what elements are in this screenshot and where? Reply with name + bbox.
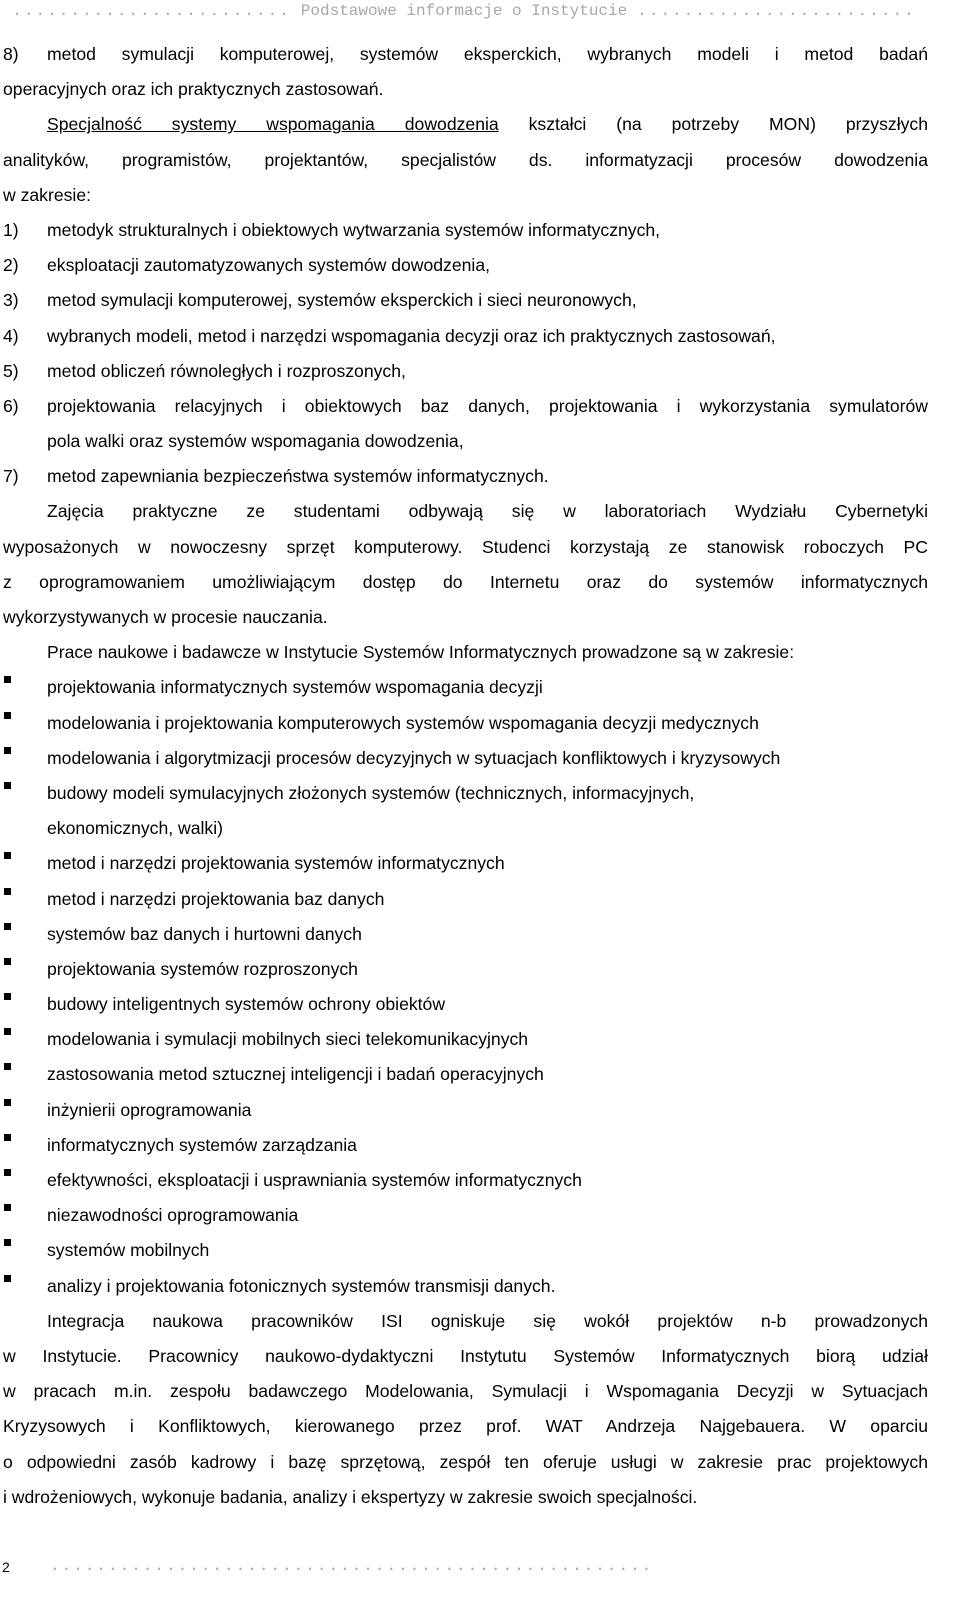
specialty-line: analityków, programistów, projektantów, specjalistów ds. informatyzacji procesów dowodzenia: [3, 149, 928, 170]
header-dots-right: ........................: [637, 2, 916, 20]
research-intro: Prace naukowe i badawcze w Instytucie Systemów Informatycznych prowadzone są w zakresie:: [47, 642, 795, 663]
list-item-text: metod obliczeń równoległych i rozproszonych,: [47, 360, 406, 381]
numbered-list-item: [3, 283, 928, 318]
labs-line: Zajęcia praktyczne ze studentami odbywają się w laboratoriach Wydziału Cybernetyki: [47, 501, 928, 522]
intro-item-line: 8) metod symulacji komputerowej, systemów eksperckich, wybranych modeli i metod badań: [3, 37, 928, 72]
specialty-line: w zakresie:: [3, 184, 91, 205]
list-item-text: analizy i projektowania fotonicznych systemów transmisji danych.: [47, 1275, 556, 1296]
square-bullet-icon: [3, 754, 47, 764]
research-list-item: [3, 917, 928, 952]
list-item-text: metodyk strukturalnych i obiektowych wytwarzania systemów informatycznych,: [47, 219, 661, 240]
list-item-text: systemów baz danych i hurtowni danych: [47, 923, 362, 944]
list-number: 1): [3, 219, 19, 240]
list-item-text: metod zapewniania bezpieczeństwa systemów informatycznych.: [47, 466, 549, 487]
list-item-text: niezawodności oprogramowania: [47, 1205, 299, 1226]
square-bullet-icon: [3, 683, 47, 693]
list-item-text: efektywności, eksploatacji i usprawniania systemów informatycznych: [47, 1170, 582, 1190]
list-number: 5): [3, 360, 19, 381]
list-item-text: budowy modeli symulacyjnych złożonych systemów (technicznych, informacyjnych,: [47, 782, 695, 803]
numbered-list-item: [3, 248, 928, 283]
research-list-item: [3, 882, 928, 917]
research-list-item: [3, 952, 928, 987]
square-bullet-icon: [3, 965, 47, 975]
list-number: 8): [3, 44, 19, 64]
square-bullet-icon: [3, 1000, 47, 1010]
numbered-list: [3, 213, 928, 495]
square-bullet-icon: [3, 859, 47, 869]
integration-line: i wdrożeniowych, wykonuje badania, analizy i ekspertyzy w zakresie swoich specjalności.: [3, 1486, 698, 1507]
research-list: [3, 670, 928, 1303]
specialty-name: Specjalność systemy wspomagania dowodzenia: [47, 114, 499, 135]
square-bullet-icon: [3, 1211, 47, 1221]
research-list-item: [3, 846, 928, 881]
integration-line: w pracach m.in. zespołu badawczego Modelowania, Symulacji i Wspomagania Decyzji w Sytuacjach: [3, 1381, 928, 1402]
square-bullet-icon: [3, 930, 47, 940]
list-item-continuation: ekonomicznych, walki): [47, 818, 223, 839]
research-list-item: [3, 1198, 928, 1233]
page-header: [0, 0, 928, 22]
list-item-text: metod i narzędzi projektowania baz danych: [47, 888, 385, 909]
research-list-item: [3, 1022, 928, 1057]
footer-dots: ....................................................: [50, 1557, 654, 1575]
list-number: 2): [3, 255, 19, 276]
list-item-text: budowy inteligentnych systemów ochrony obiektów: [47, 994, 446, 1015]
square-bullet-icon: [3, 1070, 47, 1080]
research-list-item: [3, 1093, 928, 1128]
list-item-text: inżynierii oprogramowania: [47, 1099, 252, 1120]
list-number: 6): [3, 395, 19, 416]
square-bullet-icon: [3, 1035, 47, 1045]
square-bullet-icon: [3, 1106, 47, 1116]
integration-line: w Instytucie. Pracownicy naukowo-dydaktyczni Instytutu Systemów Informatycznych biorą udział: [3, 1345, 928, 1366]
specialty-line: Specjalność systemy wspomagania dowodzenia kształci (na potrzeby MON) przyszłych: [47, 114, 928, 135]
list-item-text: systemów mobilnych: [47, 1240, 210, 1261]
list-item-text: modelowania i projektowania komputerowych systemów wspomagania decyzji medycznych: [47, 712, 759, 733]
page-number: 2: [2, 1559, 10, 1575]
square-bullet-icon: [3, 1282, 47, 1292]
list-item-text: metod i narzędzi projektowania systemów informatycznych: [47, 853, 505, 874]
page-footer: [0, 1545, 928, 1575]
header-title: Podstawowe informacje o Instytucie: [300, 2, 628, 20]
research-list-item: [3, 1057, 928, 1092]
research-list-item: [3, 987, 928, 1022]
labs-line: wyposażonych w nowoczesny sprzęt komputerowy. Studenci korzystają ze stanowisk roboczych PC: [3, 536, 928, 557]
numbered-list-item: [3, 319, 928, 354]
list-item-continuation: pola walki oraz systemów wspomagania dowodzenia,: [47, 431, 464, 452]
numbered-list-item: [3, 213, 928, 248]
list-item-text: metod symulacji komputerowej, systemów eksperckich i sieci neuronowych,: [47, 290, 637, 311]
square-bullet-icon: [3, 895, 47, 905]
list-item-text: eksploatacji zautomatyzowanych systemów dowodzenia,: [47, 255, 490, 276]
numbered-list-item: [3, 389, 928, 424]
list-item-text: modelowania i symulacji mobilnych sieci telekomunikacyjnych: [47, 1029, 529, 1050]
list-item-text: projektowania informatycznych systemów wspomagania decyzji: [47, 677, 543, 698]
research-list-item: [3, 670, 928, 705]
integration-line: o odpowiedni zasób kadrowy i bazę sprzętową, zespół ten oferuje usługi w zakresie prac projektowych: [3, 1451, 928, 1472]
list-item-text: wybranych modeli, metod i narzędzi wspomagania decyzji oraz ich praktycznych zastosowań,: [47, 325, 776, 346]
research-list-item: [3, 1163, 928, 1198]
list-item-text: modelowania i algorytmizacji procesów decyzyjnych w sytuacjach konfliktowych i kryzysowych: [47, 747, 781, 768]
intro-item-line: operacyjnych oraz ich praktycznych zastosowań.: [3, 79, 384, 100]
square-bullet-icon: [3, 1141, 47, 1151]
research-list-item: [3, 1269, 928, 1304]
integration-line: Integracja naukowa pracowników ISI ogniskuje się wokół projektów n-b prowadzonych: [47, 1310, 928, 1331]
square-bullet-icon: [3, 1176, 47, 1186]
research-list-item: [3, 706, 928, 741]
list-item-text: zastosowania metod sztucznej inteligencji i badań operacyjnych: [47, 1064, 544, 1085]
research-list-item: [3, 1233, 928, 1268]
numbered-list-item: [3, 459, 928, 494]
list-item-text: projektowania relacyjnych i obiektowych baz danych, projektowania i wykorzystania symulatorów: [47, 395, 928, 416]
list-number: 3): [3, 290, 19, 311]
integration-line: Kryzysowych i Konfliktowych, kierowanego przez prof. WAT Andrzeja Najgebauera. W oparciu: [3, 1416, 928, 1437]
labs-line: z oprogramowaniem umożliwiającym dostęp do Internetu oraz do systemów informatycznych: [3, 571, 928, 592]
list-item-text: projektowania systemów rozproszonych: [47, 958, 358, 979]
header-dots-left: ........................: [12, 2, 291, 20]
page-content: [3, 37, 928, 1515]
square-bullet-icon: [3, 789, 47, 799]
numbered-list-item: [3, 354, 928, 389]
list-number: 7): [3, 466, 19, 487]
list-number: 4): [3, 325, 19, 346]
research-list-item: [3, 776, 928, 811]
research-list-item: [3, 1128, 928, 1163]
research-list-item: [3, 741, 928, 776]
list-item-text: informatycznych systemów zarządzania: [47, 1134, 357, 1155]
labs-line: wykorzystywanych w procesie nauczania.: [3, 607, 328, 627]
square-bullet-icon: [3, 719, 47, 729]
square-bullet-icon: [3, 1246, 47, 1256]
